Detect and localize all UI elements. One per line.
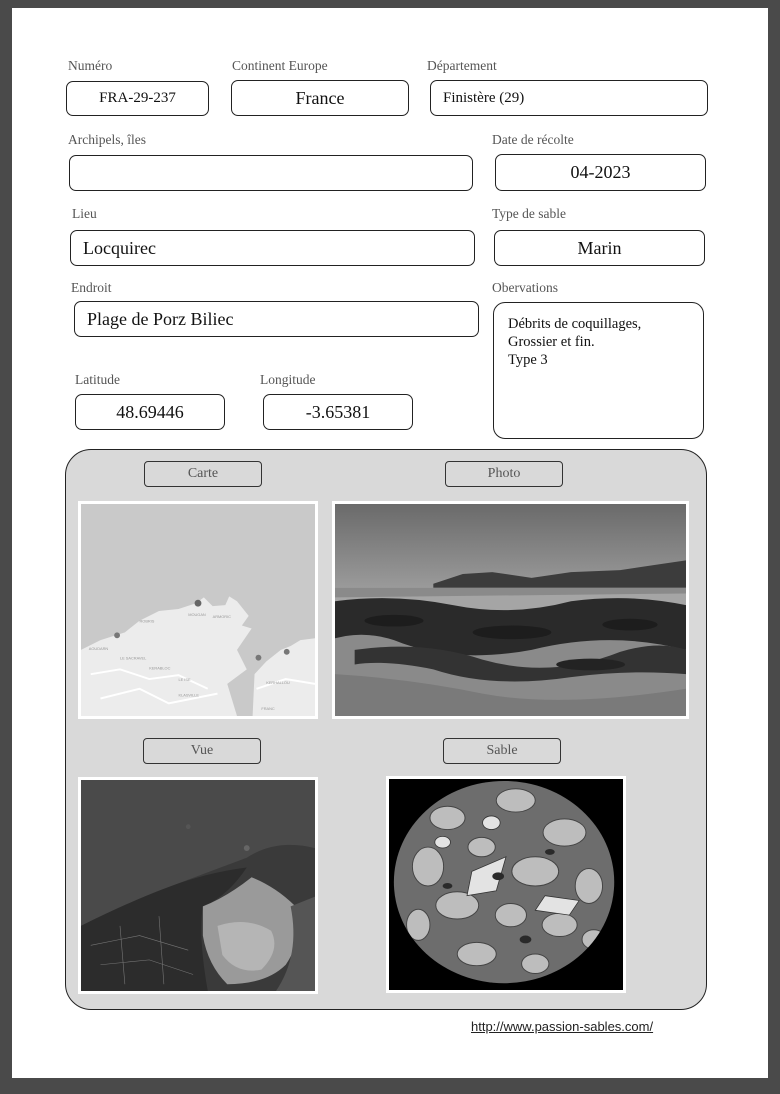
svg-text:KLASVILLE: KLASVILLE [178, 692, 199, 698]
beach-graphic [335, 504, 686, 716]
continent-label: Continent Europe [232, 58, 328, 73]
beach-photo [332, 501, 689, 719]
longitude-label: Longitude [260, 372, 316, 387]
numero-field: FRA-29-237 [66, 81, 209, 116]
date-recolte-field: 04-2023 [495, 154, 706, 191]
satellite-image [78, 777, 318, 994]
svg-text:AOUDARN: AOUDARN [88, 645, 109, 651]
latitude-label: Latitude [75, 372, 120, 387]
carte-tag: Carte [144, 461, 262, 487]
svg-text:ROBRIS: ROBRIS [139, 618, 155, 624]
svg-text:KERABLOC: KERABLOC [149, 665, 171, 671]
sand-graphic [389, 779, 623, 990]
vue-tag: Vue [143, 738, 261, 764]
image-gallery-panel [65, 449, 707, 1010]
endroit-label: Endroit [71, 280, 112, 295]
departement-field: Finistère (29) [430, 80, 708, 116]
sand-microscope-image [386, 776, 626, 993]
svg-text:FRANC: FRANC [261, 706, 275, 712]
map-image [78, 501, 318, 719]
svg-text:MOUGAN: MOUGAN [188, 611, 206, 617]
observations-field: Débrits de coquillages, Grossier et fin. Type 3 [493, 302, 704, 439]
longitude-field: -3.65381 [263, 394, 413, 430]
numero-label: Numéro [68, 58, 113, 73]
date-recolte-label: Date de récolte [492, 132, 574, 147]
svg-text:KERHALLOU: KERHALLOU [266, 679, 290, 685]
continent-field: France [231, 80, 409, 116]
type-sable-label: Type de sable [492, 206, 567, 221]
archipels-label: Archipels, îles [68, 132, 146, 147]
svg-text:ARMORIC: ARMORIC [212, 613, 231, 619]
lieu-field: Locquirec [70, 230, 475, 266]
type-sable-field: Marin [494, 230, 705, 266]
lieu-label: Lieu [72, 206, 97, 221]
departement-label: Département [427, 58, 497, 73]
website-link[interactable]: http://www.passion-sables.com/ [471, 1019, 654, 1034]
satellite-graphic [81, 780, 315, 991]
sable-tag: Sable [443, 738, 561, 764]
svg-text:LE SACRAVEL: LE SACRAVEL [120, 655, 147, 661]
photo-tag: Photo [445, 461, 563, 487]
map-graphic [81, 504, 315, 716]
archipels-field [69, 155, 473, 191]
observations-label: Obervations [492, 280, 558, 295]
svg-text:LE ISE: LE ISE [178, 676, 191, 682]
latitude-field: 48.69446 [75, 394, 225, 430]
endroit-field: Plage de Porz Biliec [74, 301, 479, 337]
record-sheet [12, 8, 768, 1078]
